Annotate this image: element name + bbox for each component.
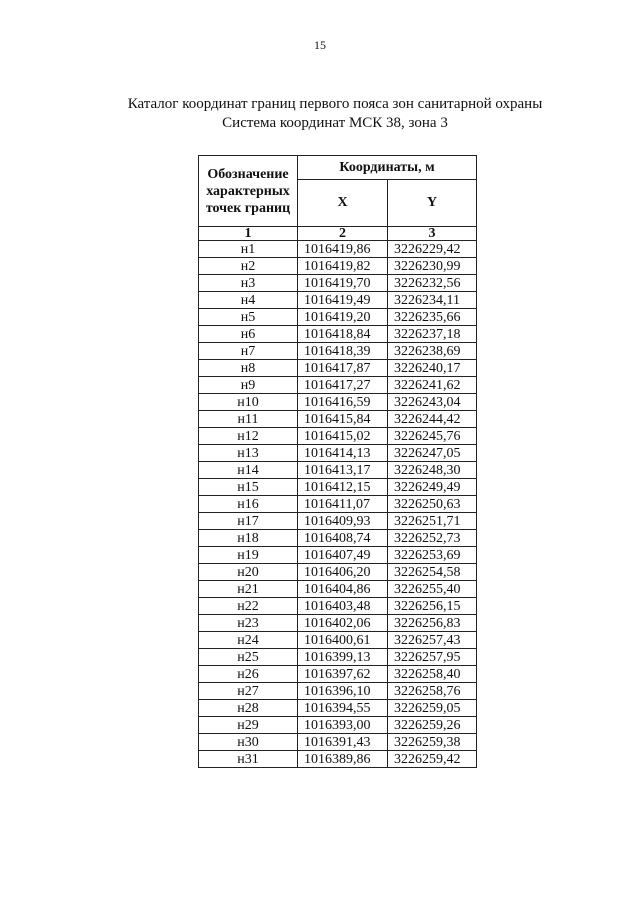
y-coordinate-cell: 3226259,05 xyxy=(388,700,477,717)
x-coordinate-cell: 1016418,84 xyxy=(298,326,388,343)
x-coordinate-cell: 1016415,02 xyxy=(298,428,388,445)
point-name-cell: н28 xyxy=(199,700,298,717)
table-row xyxy=(199,598,477,615)
point-name-cell: н15 xyxy=(199,479,298,496)
y-coordinate-cell: 3226254,58 xyxy=(388,564,477,581)
y-coordinate-cell: 3226240,17 xyxy=(388,360,477,377)
point-name-cell: н23 xyxy=(199,615,298,632)
point-name-cell: н13 xyxy=(199,445,298,462)
table-row xyxy=(199,445,477,462)
y-coordinate-cell: 3226237,18 xyxy=(388,326,477,343)
coordinates-table xyxy=(198,155,477,768)
point-name-cell: н6 xyxy=(199,326,298,343)
x-coordinate-cell: 1016400,61 xyxy=(298,632,388,649)
table-row xyxy=(199,513,477,530)
y-coordinate-cell: 3226241,62 xyxy=(388,377,477,394)
table-row xyxy=(199,666,477,683)
table-row xyxy=(199,649,477,666)
table-row xyxy=(199,581,477,598)
table-row xyxy=(199,394,477,411)
table-row xyxy=(199,615,477,632)
point-name-cell: н20 xyxy=(199,564,298,581)
y-coordinate-cell: 3226257,95 xyxy=(388,649,477,666)
header-coordinates: Координаты, м xyxy=(298,156,477,180)
table-row xyxy=(199,292,477,309)
table-row xyxy=(199,241,477,258)
point-name-cell: н17 xyxy=(199,513,298,530)
point-name-cell: н7 xyxy=(199,343,298,360)
column-number: 1 xyxy=(199,227,298,241)
y-coordinate-cell: 3226256,15 xyxy=(388,598,477,615)
point-name-cell: н10 xyxy=(199,394,298,411)
x-coordinate-cell: 1016414,13 xyxy=(298,445,388,462)
y-coordinate-cell: 3226245,76 xyxy=(388,428,477,445)
x-coordinate-cell: 1016404,86 xyxy=(298,581,388,598)
table-row xyxy=(199,700,477,717)
x-coordinate-cell: 1016419,49 xyxy=(298,292,388,309)
x-coordinate-cell: 1016397,62 xyxy=(298,666,388,683)
header-point-name: Обозначение характерных точек границ xyxy=(199,156,298,227)
point-name-cell: н3 xyxy=(199,275,298,292)
coordinates-table-body xyxy=(199,241,477,768)
x-coordinate-cell: 1016406,20 xyxy=(298,564,388,581)
table-row xyxy=(199,479,477,496)
x-coordinate-cell: 1016393,00 xyxy=(298,717,388,734)
x-coordinate-cell: 1016416,59 xyxy=(298,394,388,411)
point-name-cell: н29 xyxy=(199,717,298,734)
table-row xyxy=(199,717,477,734)
column-number: 3 xyxy=(388,227,477,241)
document-title: Каталог координат границ первого пояса зон санитарной охраны xyxy=(127,96,543,112)
point-name-cell: н16 xyxy=(199,496,298,513)
y-coordinate-cell: 3226259,38 xyxy=(388,734,477,751)
x-coordinate-cell: 1016409,93 xyxy=(298,513,388,530)
point-name-cell: н14 xyxy=(199,462,298,479)
y-coordinate-cell: 3226251,71 xyxy=(388,513,477,530)
point-name-cell: н30 xyxy=(199,734,298,751)
column-numbers-row xyxy=(199,227,477,241)
table-row xyxy=(199,547,477,564)
point-name-cell: н11 xyxy=(199,411,298,428)
x-coordinate-cell: 1016402,06 xyxy=(298,615,388,632)
x-coordinate-cell: 1016413,17 xyxy=(298,462,388,479)
x-coordinate-cell: 1016418,39 xyxy=(298,343,388,360)
x-coordinate-cell: 1016407,49 xyxy=(298,547,388,564)
table-row xyxy=(199,343,477,360)
point-name-cell: н22 xyxy=(199,598,298,615)
point-name-cell: н31 xyxy=(199,751,298,768)
point-name-cell: н26 xyxy=(199,666,298,683)
y-coordinate-cell: 3226235,66 xyxy=(388,309,477,326)
table-row xyxy=(199,326,477,343)
point-name-cell: н9 xyxy=(199,377,298,394)
point-name-cell: н4 xyxy=(199,292,298,309)
point-name-cell: н2 xyxy=(199,258,298,275)
x-coordinate-cell: 1016419,20 xyxy=(298,309,388,326)
table-row xyxy=(199,275,477,292)
point-name-cell: н21 xyxy=(199,581,298,598)
y-coordinate-cell: 3226229,42 xyxy=(388,241,477,258)
point-name-cell: н8 xyxy=(199,360,298,377)
y-coordinate-cell: 3226232,56 xyxy=(388,275,477,292)
y-coordinate-cell: 3226243,04 xyxy=(388,394,477,411)
column-number: 2 xyxy=(298,227,388,241)
header-y: Y xyxy=(388,180,477,227)
y-coordinate-cell: 3226252,73 xyxy=(388,530,477,547)
table-row xyxy=(199,564,477,581)
point-name-cell: н18 xyxy=(199,530,298,547)
x-coordinate-cell: 1016389,86 xyxy=(298,751,388,768)
x-coordinate-cell: 1016419,86 xyxy=(298,241,388,258)
y-coordinate-cell: 3226257,43 xyxy=(388,632,477,649)
table-row xyxy=(199,462,477,479)
x-coordinate-cell: 1016399,13 xyxy=(298,649,388,666)
y-coordinate-cell: 3226256,83 xyxy=(388,615,477,632)
x-coordinate-cell: 1016411,07 xyxy=(298,496,388,513)
y-coordinate-cell: 3226259,26 xyxy=(388,717,477,734)
y-coordinate-cell: 3226234,11 xyxy=(388,292,477,309)
point-name-cell: н25 xyxy=(199,649,298,666)
x-coordinate-cell: 1016394,55 xyxy=(298,700,388,717)
x-coordinate-cell: 1016408,74 xyxy=(298,530,388,547)
y-coordinate-cell: 3226250,63 xyxy=(388,496,477,513)
point-name-cell: н24 xyxy=(199,632,298,649)
table-row xyxy=(199,751,477,768)
y-coordinate-cell: 3226253,69 xyxy=(388,547,477,564)
table-row xyxy=(199,734,477,751)
y-coordinate-cell: 3226247,05 xyxy=(388,445,477,462)
x-coordinate-cell: 1016417,27 xyxy=(298,377,388,394)
table-row xyxy=(199,632,477,649)
y-coordinate-cell: 3226230,99 xyxy=(388,258,477,275)
y-coordinate-cell: 3226249,49 xyxy=(388,479,477,496)
x-coordinate-cell: 1016391,43 xyxy=(298,734,388,751)
header-x: X xyxy=(298,180,388,227)
y-coordinate-cell: 3226238,69 xyxy=(388,343,477,360)
table-row xyxy=(199,377,477,394)
x-coordinate-cell: 1016419,70 xyxy=(298,275,388,292)
x-coordinate-cell: 1016396,10 xyxy=(298,683,388,700)
page-number: 15 xyxy=(314,38,326,52)
x-coordinate-cell: 1016403,48 xyxy=(298,598,388,615)
x-coordinate-cell: 1016415,84 xyxy=(298,411,388,428)
point-name-cell: н27 xyxy=(199,683,298,700)
table-row xyxy=(199,258,477,275)
table-row xyxy=(199,683,477,700)
table-row xyxy=(199,309,477,326)
x-coordinate-cell: 1016417,87 xyxy=(298,360,388,377)
y-coordinate-cell: 3226259,42 xyxy=(388,751,477,768)
x-coordinate-cell: 1016412,15 xyxy=(298,479,388,496)
y-coordinate-cell: 3226258,40 xyxy=(388,666,477,683)
point-name-cell: н19 xyxy=(199,547,298,564)
coordinate-system-subtitle: Система координат МСК 38, зона 3 xyxy=(222,115,448,131)
table-row xyxy=(199,496,477,513)
y-coordinate-cell: 3226244,42 xyxy=(388,411,477,428)
point-name-cell: н5 xyxy=(199,309,298,326)
table-row xyxy=(199,360,477,377)
table-row xyxy=(199,530,477,547)
table-row xyxy=(199,428,477,445)
y-coordinate-cell: 3226258,76 xyxy=(388,683,477,700)
table-row xyxy=(199,411,477,428)
point-name-cell: н12 xyxy=(199,428,298,445)
y-coordinate-cell: 3226255,40 xyxy=(388,581,477,598)
x-coordinate-cell: 1016419,82 xyxy=(298,258,388,275)
point-name-cell: н1 xyxy=(199,241,298,258)
y-coordinate-cell: 3226248,30 xyxy=(388,462,477,479)
